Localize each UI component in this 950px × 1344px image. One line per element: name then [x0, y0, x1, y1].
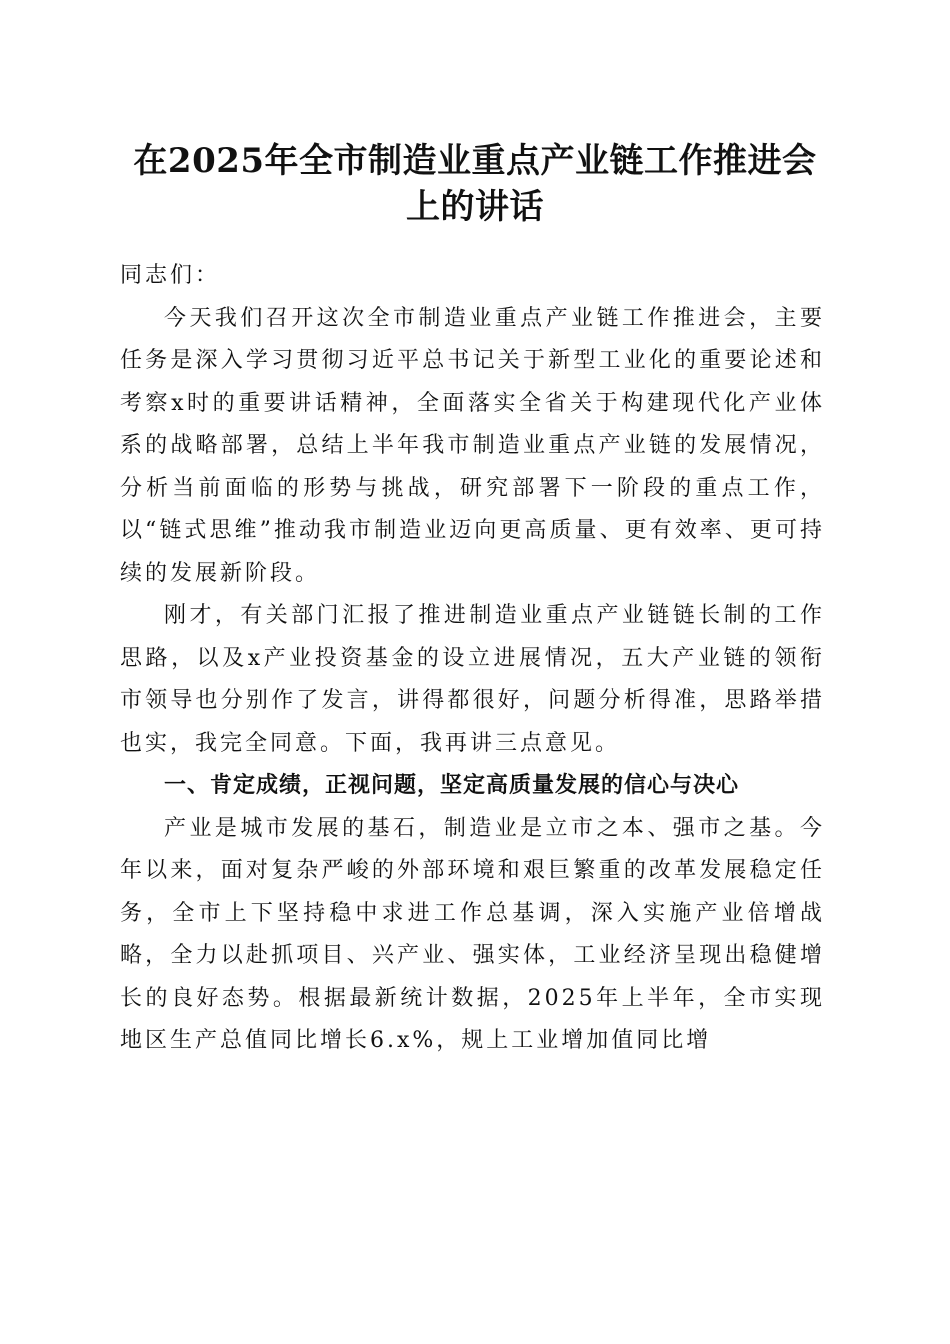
- title-line-2: 上的讲话: [406, 187, 544, 227]
- paragraph-opening: 今天我们召开这次全市制造业重点产业链工作推进会，主要任务是深入学习贯彻习近平总书记关于新型工业化的重要论述和考察x时的重要讲话精神，全面落实全省关于构建现代化产业体系的战略部署，总结上半年我市制造业重点产业链的发展情况，分析当前面临的形势与挑战，研究部署下一阶段的重点工作，以“链式思维”推动我市制造业迈向更高质量、更有效率、更可持续的发展新阶段。: [120, 305, 825, 586]
- salutation: 同志们：: [120, 263, 221, 288]
- paragraph-section-one: 产业是城市发展的基石，制造业是立市之本、强市之基。今年以来，面对复杂严峻的外部环境和艰巨繁重的改革发展稳定任务，全市上下坚持稳中求进工作总基调，深入实施产业倍增战略，全力以赴抓项目、兴产业、强实体，工业经济呈现出稳健增长的良好态势。根据最新统计数据，2025年上半年，全市实现地区生产总值同比增长6.x%，规上工业增加值同比增: [120, 815, 825, 1053]
- document-title: [120, 138, 830, 230]
- paragraph-reports: 刚才，有关部门汇报了推进制造业重点产业链链长制的工作思路，以及x产业投资基金的设立进展情况，五大产业链的领衔市领导也分别作了发言，讲得都很好，问题分析得准，思路举措也实，我完全同意。下面，我再讲三点意见。: [120, 603, 825, 756]
- document-body: [120, 255, 825, 1063]
- section-heading: 一、肯定成绩，正视问题，坚定高质量发展的信心与决心: [164, 773, 740, 798]
- title-line-1: 在2025年全市制造业重点产业链工作推进会: [133, 141, 817, 181]
